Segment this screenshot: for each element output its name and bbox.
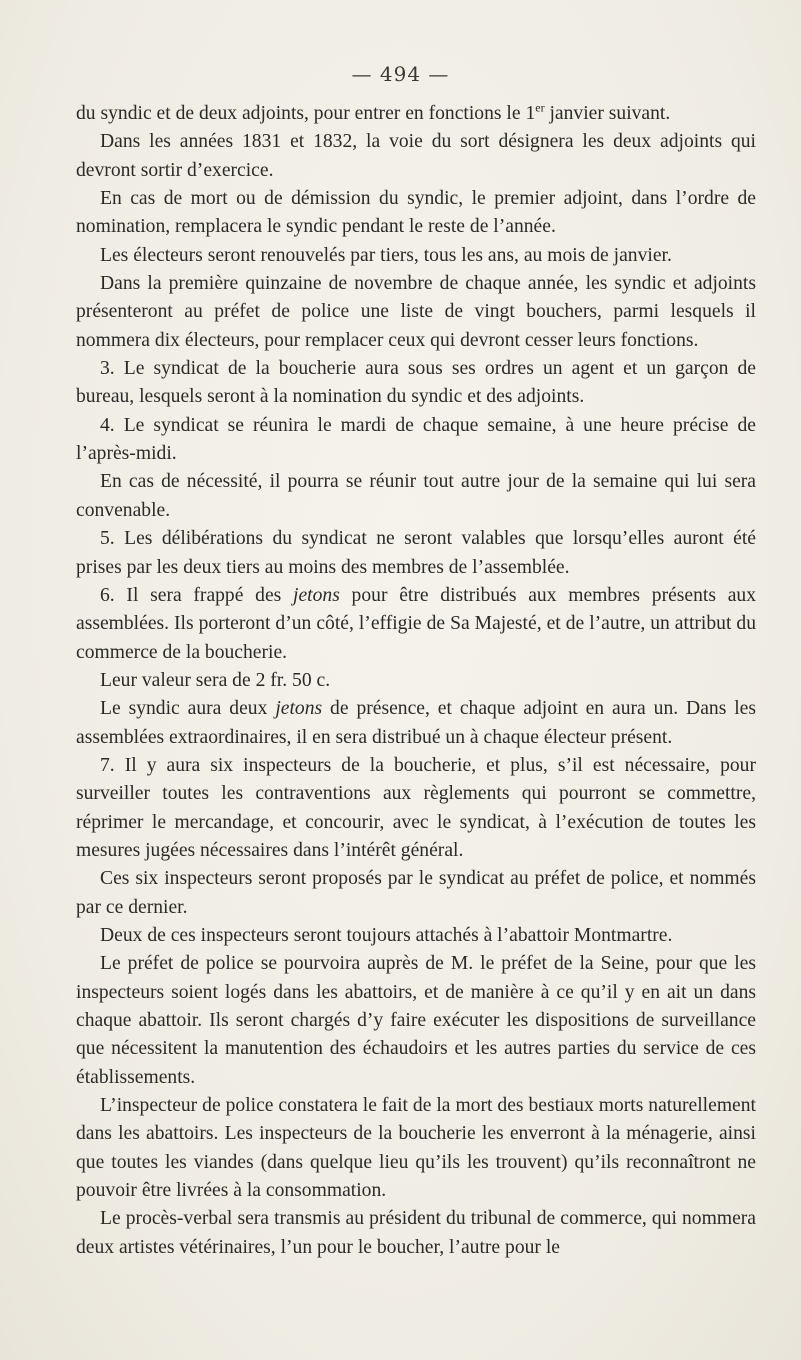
paragraph: du syndic et de deux adjoints, pour entrer en fonctions le 1er janvier suivant. xyxy=(76,100,671,124)
paragraph: En cas de nécessité, il pourra se réunir tout autre jour de la semaine qui lui sera convenable. xyxy=(76,471,756,521)
body-text xyxy=(76,100,756,1262)
paragraph: Ces six inspecteurs seront proposés par le syndicat au préfet de police, et nommés par ce dernier. xyxy=(76,868,756,918)
paragraph: Le procès-verbal sera transmis au président du tribunal de commerce, qui nommera deux artistes vétérinaires, l’un pour le boucher, l’autre pour le xyxy=(76,1208,756,1258)
text-span: pour être distribués aux membres présents aux assemblées. Ils porteront d’un côté, l’effigie de Sa Majesté, et de l’autre, un attribut du commerce de la boucherie. xyxy=(76,584,757,663)
article-7: 7. Il y aura six inspecteurs de la boucherie, et plus, s’il est nécessaire, pour surveiller toutes les contraventions aux règlements qui pourront se commettre, réprimer le mercandage, et concourir, avec le syndicat, à l’exécution de toutes les mesures jugées nécessaires dans l’intérêt général. xyxy=(76,754,756,861)
superscript: er xyxy=(535,100,545,115)
italic-term: jetons xyxy=(275,698,323,720)
paragraph xyxy=(76,695,756,752)
paragraph: Le préfet de police se pourvoira auprès de M. le préfet de la Seine, pour que les inspecteurs soient logés dans les abattoirs, et de manière à ce qu’il y en ait un dans chaque abattoir. Ils seront chargés d’y faire exécuter les dispositions de surveillance que nécessitent la manutention des échaudoirs et les autres parties du service de ces établissements. xyxy=(76,953,756,1088)
text-span: de présence, et chaque adjoint en aura un. Dans les assemblées extraordinaires, il en sera distribué un à chaque électeur présent. xyxy=(76,698,757,748)
paragraph: Deux de ces inspecteurs seront toujours attachés à l’abattoir Montmartre. xyxy=(100,924,673,946)
article-3: 3. Le syndicat de la boucherie aura sous ses ordres un agent et un garçon de bureau, lesquels seront à la nomination du syndic et des adjoints. xyxy=(76,358,756,408)
text-span: Le syndic aura deux xyxy=(100,698,276,720)
paragraph: Les électeurs seront renouvelés par tiers, tous les ans, au mois de janvier. xyxy=(100,244,672,266)
paragraph: Dans la première quinzaine de novembre de chaque année, les syndic et adjoints présenteront au préfet de police une liste de vingt bouchers, parmi lesquels il nommera dix électeurs, pour remplacer ceux qui devront cesser leurs fonctions. xyxy=(76,273,756,351)
page-number: — 494 — xyxy=(351,62,450,86)
paragraph: Dans les années 1831 et 1832, la voie du sort désignera les deux adjoints qui devront sortir d’exercice. xyxy=(76,131,756,181)
italic-term: jetons xyxy=(293,584,340,606)
paragraph: L’inspecteur de police constatera le fait de la mort des bestiaux morts naturellement dans les abattoirs. Les inspecteurs de la boucherie les enverront à la ménagerie, ainsi que toutes les viandes (dans quelque lieu qu’ils les trouvent) qu’ils reconnaîtront ne pouvoir être livrées à la consommation. xyxy=(76,1095,756,1202)
article-4: 4. Le syndicat se réunira le mardi de chaque semaine, à une heure précise de l’après-midi. xyxy=(76,414,756,465)
text-span: 6. Il sera frappé des xyxy=(100,584,294,606)
article-6 xyxy=(76,582,756,667)
paragraph: Leur valeur sera de 2 fr. 50 c. xyxy=(100,669,331,691)
paragraph: En cas de mort ou de démission du syndic, le premier adjoint, dans l’ordre de nomination, remplacera le syndic pendant le reste de l’année. xyxy=(76,188,756,238)
article-5: 5. Les délibérations du syndicat ne seront valables que lorsqu’elles auront été prises par les deux tiers au moins des membres de l’assemblée. xyxy=(76,528,756,578)
